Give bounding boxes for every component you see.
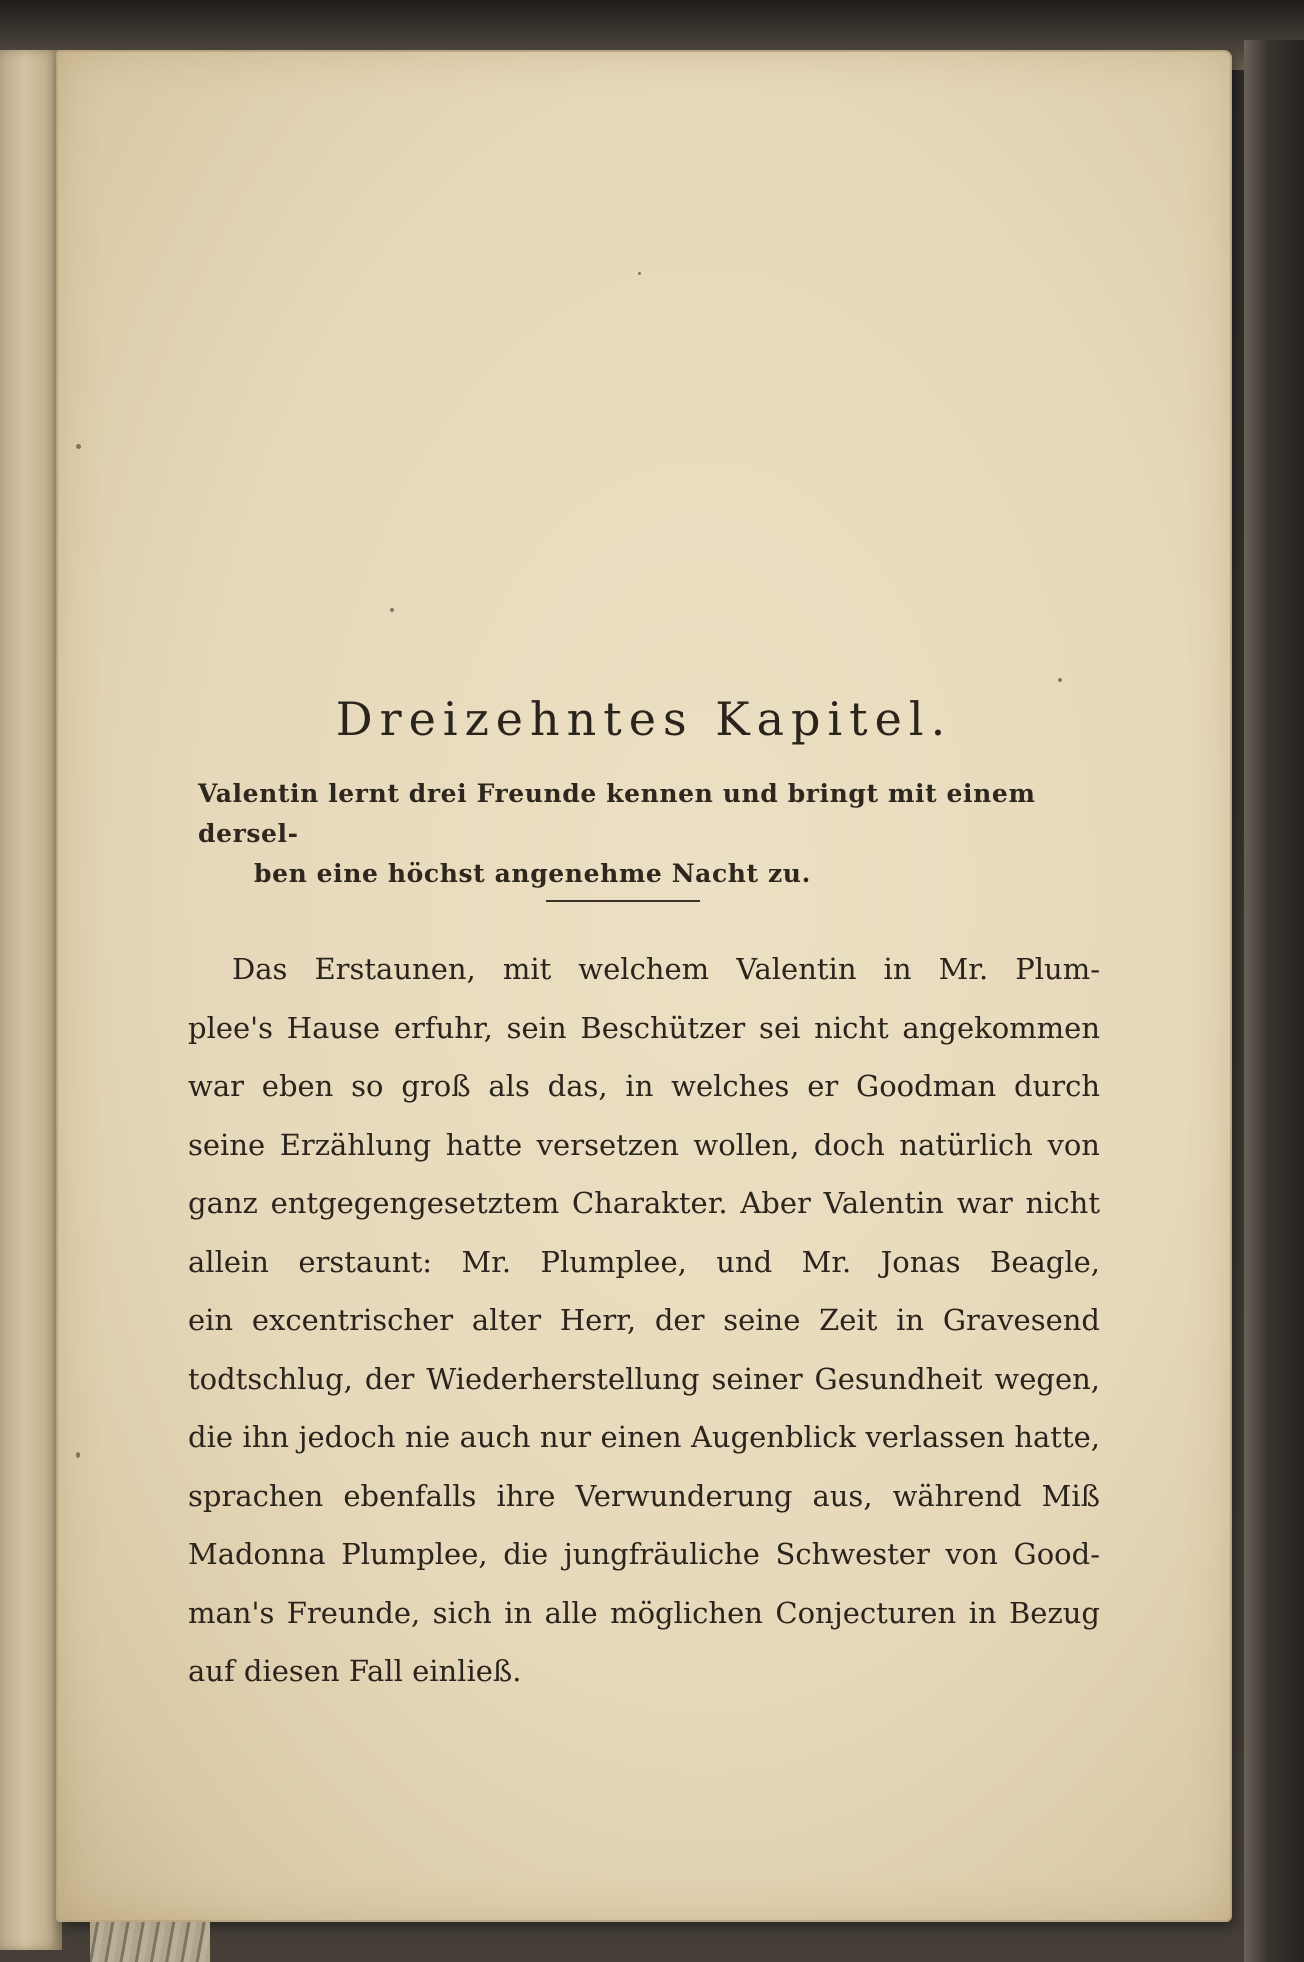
text-line: ein excentrischer alter Herr, der seine Zeit in Gravesend <box>188 1303 1100 1337</box>
text-line: sprachen ebenfalls ihre Verwunderung aus, während Miß <box>188 1478 1100 1513</box>
paper-speck <box>638 272 641 275</box>
text-line: Madonna Plumplee, die jungfräuliche Schwester von Good- <box>188 1537 1100 1571</box>
body-paragraph <box>188 940 1100 1701</box>
text-line: war eben so groß als das, in welches er Goodman durch <box>188 1069 1100 1103</box>
text-line: auf diesen Fall einließ. <box>188 1654 522 1688</box>
chapter-summary <box>198 774 1098 894</box>
paper-speck <box>1058 678 1062 682</box>
text-line: ganz entgegengesetztem Charakter. Aber Valentin war nicht <box>188 1186 1100 1220</box>
section-divider <box>546 900 700 902</box>
paper-speck <box>76 444 81 449</box>
paper-speck <box>390 608 394 612</box>
book-spine-gutter <box>0 50 62 1950</box>
book-cover-right-edge <box>1244 40 1304 1962</box>
chapter-summary-line: ben eine höchst angenehme Nacht zu. <box>254 859 811 888</box>
text-line: seine Erzählung hatte versetzen wollen, doch natürlich von <box>188 1127 1100 1162</box>
chapter-title: Dreizehntes Kapitel. <box>335 692 953 746</box>
chapter-summary-line: Valentin lernt drei Freunde kennen und bringt mit einem dersel- <box>198 779 1036 848</box>
text-line: man's Freunde, sich in alle möglichen Conjecturen in Bezug <box>188 1595 1100 1630</box>
paper-speck <box>76 1452 80 1458</box>
frayed-binding-corner <box>90 1922 210 1962</box>
text-line: plee's Hause erfuhr, sein Beschützer sei nicht angekommen <box>188 1010 1100 1045</box>
text-line: todtschlug, der Wiederherstellung seiner Gesundheit wegen, <box>188 1361 1100 1396</box>
text-line: Das Erstaunen, mit welchem Valentin in Mr. Plum- <box>232 952 1100 986</box>
text-line: allein erstaunt: Mr. Plumplee, und Mr. Jonas Beagle, <box>188 1244 1100 1279</box>
page-sheet <box>58 52 1230 1920</box>
text-line: die ihn jedoch nie auch nur einen Augenblick verlassen hatte, <box>188 1420 1100 1454</box>
